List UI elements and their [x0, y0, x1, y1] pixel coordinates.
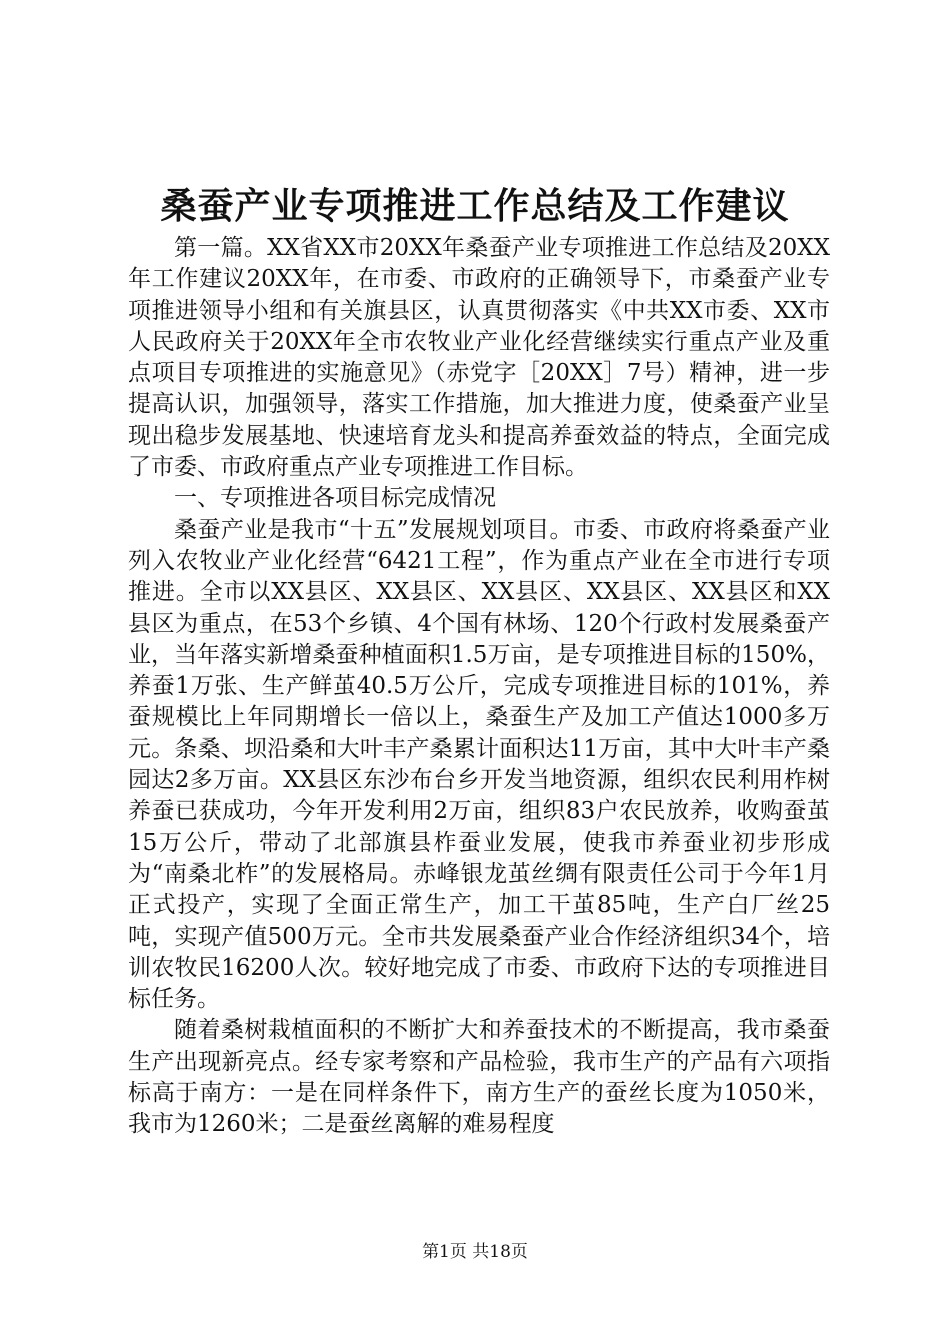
page-footer: 第1页 共18页	[422, 1242, 528, 1262]
paragraph-progress: 桑蚕产业是我市“十五”发展规划项目。市委、市政府将桑蚕产业列入农牧业产业化经营“6421工程”，作为重点产业在全市进行专项推进。全市以XX县区、XX县区、XX县区、XX县区、XX县区和XX县区为重点，在53个乡镇、4个国有林场、120个行政村发展桑蚕产业，当年落实新增桑蚕种植面积1.5万亩，是专项推进目标的150%，养蚕1万张、生产鲜茧40.5万公斤，完成专项推进目标的101%，养蚕规模比上年同期增长一倍以上，桑蚕生产及加工产值达1000多万元。条桑、坝沿桑和大叶丰产桑累计面积达11万亩，其中大叶丰产桑园达2多万亩。XX县区东沙布台乡开发当地资源，组织农民利用柞树养蚕已获成功，今年开发利用2万亩，组织83户农民放养，收购蚕茧15万公斤，带动了北部旗县柞蚕业发展，使我市养蚕业初步形成为“南桑北柞”的发展格局。赤峰银龙茧丝绸有限责任公司于今年1月正式投产，实现了全面正常生产，加工干茧85吨，生产白厂丝25吨，实现产值500万元。全市共发展桑蚕产业合作经济组织34个，培训农牧民16200人次。较好地完成了市委、市政府下达的专项推进目标任务。	[128, 516, 830, 1013]
paragraph-intro: 第一篇。XX省XX市20XX年桑蚕产业专项推进工作总结及20XX年工作建议20XX年，在市委、市政府的正确领导下，市桑蚕产业专项推进领导小组和有关旗县区，认真贯彻落实《中共XX市委、XX市人民政府关于20XX年全市农牧业产业化经营继续实行重点产业及重点项目专项推进的实施意见》（赤党字［20XX］7号）精神，进一步提高认识，加强领导，落实工作措施，加大推进力度，使桑蚕产业呈现出稳步发展基地、快速培育龙头和提高养蚕效益的特点，全面完成了市委、市政府重点产业专项推进工作目标。	[128, 235, 830, 481]
paragraph-highlights: 随着桑树栽植面积的不断扩大和养蚕技术的不断提高，我市桑蚕生产出现新亮点。经专家考察和产品检验，我市生产的产品有六项指标高于南方：一是在同样条件下，南方生产的蚕丝长度为1050米，我市为1260米；二是蚕丝离解的难易程度	[128, 1017, 830, 1138]
document-title: 桑蚕产业专项推进工作总结及工作建议	[160, 185, 790, 227]
section-heading: 一、专项推进各项目标完成情况	[174, 485, 496, 512]
document-body	[128, 233, 830, 1141]
